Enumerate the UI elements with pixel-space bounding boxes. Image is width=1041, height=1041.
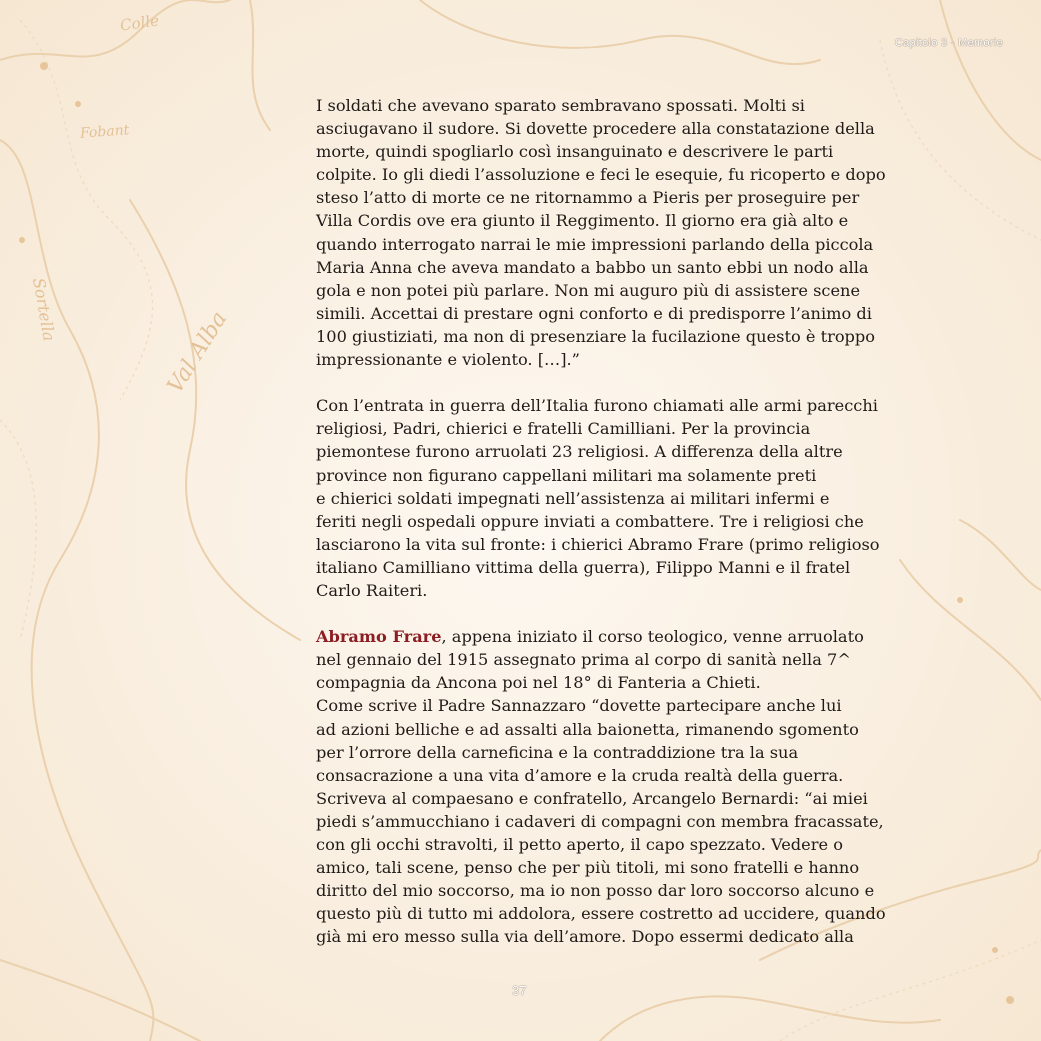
text-line: ad azioni belliche e ad assalti alla baionetta, rimanendo sgomento [316,719,859,739]
paragraph [316,94,946,371]
text-line: Villa Cordis ove era giunto il Reggimento. Il giorno era già alto e [316,211,849,231]
text-line: nel gennaio del 1915 assegnato prima al corpo di sanità nella 7^ [316,650,851,670]
text-line: Come scrive il Padre Sannazzaro “dovette partecipare anche lui [316,696,842,716]
text-line: province non figurano cappellani militari ma solamente preti [316,465,817,485]
text-line: questo più di tutto mi addolora, essere costretto ad uccidere, quando [316,904,886,924]
text-line: gola e non potei più parlare. Non mi auguro più di assistere scene [316,280,861,300]
text-line: asciugavano il sudore. Si dovette procedere alla constatazione della [316,119,875,139]
text-line: simili. Accettai di prestare ogni conforto e di predisporre l’animo di [316,303,872,323]
text-line: già mi ero messo sulla via dell’amore. Dopo essermi dedicato alla [316,927,854,947]
text-line: lasciarono la vita sul fronte: i chierici Abramo Frare (primo religioso [316,534,880,554]
text-line: Maria Anna che aveva mandato a babbo un santo ebbi un nodo alla [316,257,869,277]
text-line: feriti negli ospedali oppure inviati a combattere. Tre i religiosi che [316,511,864,531]
text-line: quando interrogato narrai le mie impressioni parlando della piccola [316,234,874,254]
map-label: Colle [118,11,161,35]
text-line: amico, tali scene, penso che per più titoli, mi sono fratelli e hanno [316,858,860,878]
text-line: impressionante e violento. […].” [316,350,580,370]
paragraph [316,394,946,602]
text-line: Carlo Raiteri. [316,580,428,600]
text-line: I soldati che avevano sparato sembravano spossati. Molti si [316,96,805,115]
text-line: italiano Camilliano vittima della guerra), Filippo Manni e il fratel [316,557,851,577]
text-line: steso l’atto di morte ce ne ritornammo a Pieris per proseguire per [316,188,860,208]
paragraph [316,625,946,948]
text-line: 100 giustiziati, ma non di presenziare la fucilazione questo è troppo [316,326,876,346]
text-line: morte, quindi spogliarlo così insanguinato e descrivere le parti [316,142,834,162]
page-number: 37 [512,983,527,998]
text-line: per l’orrore della carneficina e la contraddizione tra la sua [316,742,799,762]
text-line: Con l’entrata in guerra dell’Italia furono chiamati alle armi parecchi [316,396,878,416]
text-line [316,625,946,648]
map-label: Fobant [79,122,130,142]
map-label: Sortella [29,276,59,343]
text-line: Scriveva al compaesano e confratello, Arcangelo Bernardi: “ai miei [316,788,868,808]
text-line: consacrazione a una vita d’amore e la cruda realtà della guerra. [316,765,844,785]
map-label: Val Alba [162,307,233,398]
text-line: piemontese furono arruolati 23 religiosi. A differenza della altre [316,442,843,462]
text-line: e chierici soldati impegnati nell’assistenza ai militari infermi e [316,488,830,508]
highlighted-name: Abramo Frare [316,627,442,647]
text-line: colpite. Io gli diedi l’assoluzione e feci le esequie, fu ricoperto e dopo [316,165,886,185]
text-line: diritto del mio soccorso, ma io non posso dar loro soccorso alcuno e [316,881,875,901]
text-line: piedi s’ammucchiano i cadaveri di compagni con membra fracassate, [316,811,884,831]
text-line: compagnia da Ancona poi nel 18° di Fanteria a Chieti. [316,673,761,693]
running-head: Capitolo 3 - Memorie [894,37,1003,49]
text-run: , appena iniziato il corso teologico, venne arruolato [441,627,864,647]
body-text [316,94,946,948]
text-line: religiosi, Padri, chierici e fratelli Camilliani. Per la provincia [316,419,811,439]
text-line: con gli occhi stravolti, il petto aperto, il capo spezzato. Vedere o [316,835,843,854]
